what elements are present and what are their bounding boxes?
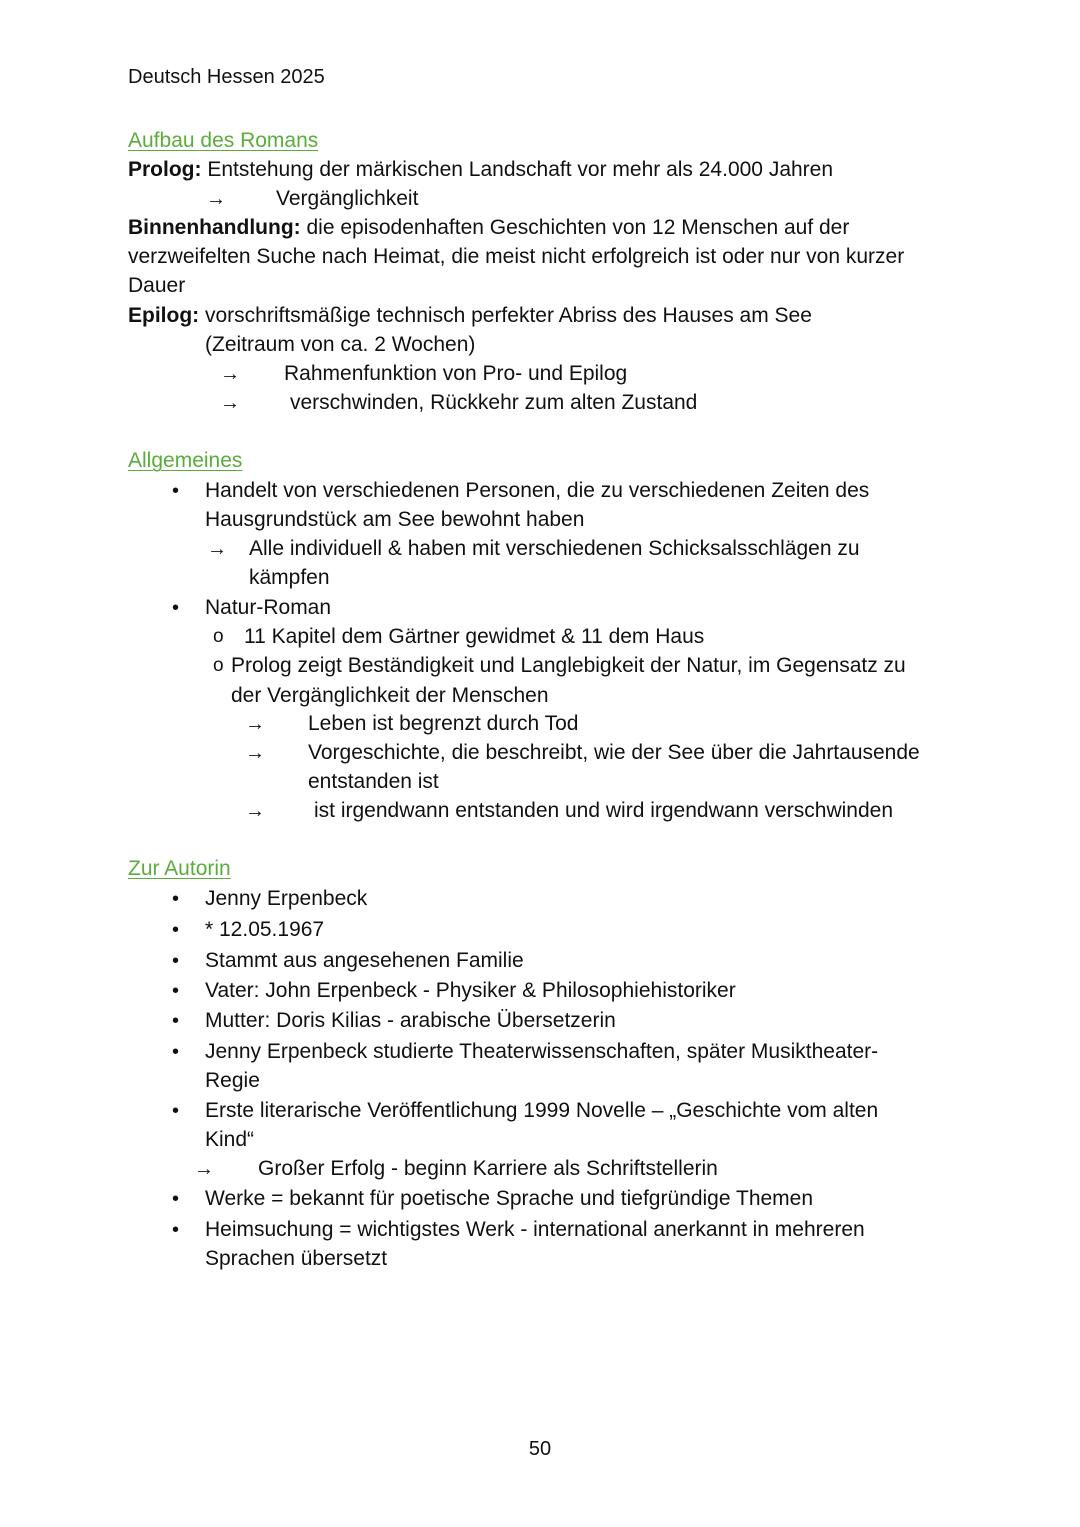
- arrow-icon: →: [245, 713, 265, 735]
- bullet-icon: •: [172, 480, 180, 502]
- arrow-text: Leben ist begrenzt durch Tod: [308, 712, 579, 735]
- bullet-icon: •: [172, 980, 180, 1002]
- arrow-text-cont: entstanden ist: [308, 770, 439, 793]
- arrow-text: Rahmenfunktion von Pro- und Epilog: [284, 362, 628, 385]
- binnen-line-2: verzweifelten Suche nach Heimat, die meist nicht erfolgreich ist oder nur von kurzer: [128, 245, 905, 268]
- bullet-icon: •: [172, 919, 180, 941]
- arrow-text: Alle individuell & haben mit verschiedenen Schicksalsschlägen zu: [249, 537, 860, 560]
- list-item-cont: Regie: [205, 1069, 260, 1092]
- arrow-text: Vorgeschichte, die beschreibt, wie der See über die Jahrtausende: [308, 741, 920, 764]
- list-item: Handelt von verschiedenen Personen, die zu verschiedenen Zeiten des: [205, 479, 870, 502]
- arrow-text: ist irgendwann entstanden und wird irgendwann verschwinden: [314, 799, 894, 822]
- bullet-icon: •: [172, 950, 180, 972]
- binnen-text: die episodenhaften Geschichten von 12 Menschen auf der: [300, 216, 850, 239]
- list-item: * 12.05.1967: [205, 918, 325, 941]
- heading-allgemeines: Allgemeines: [128, 449, 243, 472]
- sub-item-cont: der Vergänglichkeit der Menschen: [231, 684, 549, 707]
- prolog-arrow-text: Vergänglichkeit: [276, 187, 419, 210]
- list-item: Vater: John Erpenbeck - Physiker & Philosophiehistoriker: [205, 979, 736, 1002]
- bullet-icon: •: [172, 888, 180, 910]
- arrow-icon: →: [194, 1158, 214, 1180]
- binnen-label: Binnenhandlung:: [128, 216, 301, 239]
- bullet-icon: •: [172, 1041, 180, 1063]
- bullet-icon: •: [172, 1010, 180, 1032]
- heading-autorin: Zur Autorin: [128, 857, 231, 880]
- arrow-text-cont: kämpfen: [249, 566, 330, 589]
- epilog-line-2: (Zeitraum von ca. 2 Wochen): [205, 333, 476, 356]
- list-item: Natur-Roman: [205, 596, 332, 619]
- page-header: Deutsch Hessen 2025: [128, 66, 325, 88]
- epilog-line: [128, 304, 812, 328]
- arrow-text: Großer Erfolg - beginn Karriere als Schriftstellerin: [258, 1157, 718, 1180]
- binnen-line: [128, 216, 849, 240]
- list-item-cont: Hausgrundstück am See bewohnt haben: [205, 508, 585, 531]
- list-item: Mutter: Doris Kilias - arabische Übersetzerin: [205, 1009, 616, 1032]
- list-item: Erste literarische Veröffentlichung 1999 Novelle – „Geschichte vom alten: [205, 1099, 879, 1122]
- arrow-icon: →: [220, 363, 240, 385]
- sub-item: 11 Kapitel dem Gärtner gewidmet & 11 dem Haus: [244, 625, 705, 648]
- list-item-cont: Sprachen übersetzt: [205, 1247, 388, 1270]
- heading-aufbau: Aufbau des Romans: [128, 129, 319, 152]
- epilog-text: vorschriftsmäßige technisch perfekter Abriss des Hauses am See: [199, 304, 812, 327]
- arrow-icon: →: [245, 742, 265, 764]
- prolog-text: Entstehung der märkischen Landschaft vor mehr als 24.000 Jahren: [201, 158, 834, 181]
- arrow-text: verschwinden, Rückkehr zum alten Zustand: [290, 391, 698, 414]
- prolog-label: Prolog:: [128, 158, 202, 181]
- bullet-icon: •: [172, 1188, 180, 1210]
- bullet-icon: •: [172, 1219, 180, 1241]
- list-item: Stammt aus angesehenen Familie: [205, 949, 524, 972]
- prolog-line: [128, 158, 833, 182]
- circle-bullet-icon: o: [213, 655, 224, 676]
- bullet-icon: •: [172, 597, 180, 619]
- list-item: Jenny Erpenbeck studierte Theaterwissenschaften, später Musiktheater-: [205, 1040, 879, 1063]
- list-item-cont: Kind“: [205, 1128, 255, 1151]
- arrow-icon: →: [245, 800, 265, 822]
- epilog-label: Epilog:: [128, 304, 200, 327]
- arrow-icon: →: [220, 392, 240, 414]
- binnen-line-3: Dauer: [128, 274, 186, 297]
- circle-bullet-icon: o: [213, 626, 224, 647]
- sub-item: Prolog zeigt Beständigkeit und Langlebigkeit der Natur, im Gegensatz zu: [231, 654, 906, 677]
- arrow-icon: →: [206, 188, 226, 210]
- list-item: Werke = bekannt für poetische Sprache und tiefgründige Themen: [205, 1187, 814, 1210]
- arrow-icon: →: [207, 538, 227, 560]
- list-item: Heimsuchung = wichtigstes Werk - international anerkannt in mehreren: [205, 1218, 865, 1241]
- bullet-icon: •: [172, 1100, 180, 1122]
- page-number: 50: [528, 1438, 552, 1460]
- list-item: Jenny Erpenbeck: [205, 887, 368, 910]
